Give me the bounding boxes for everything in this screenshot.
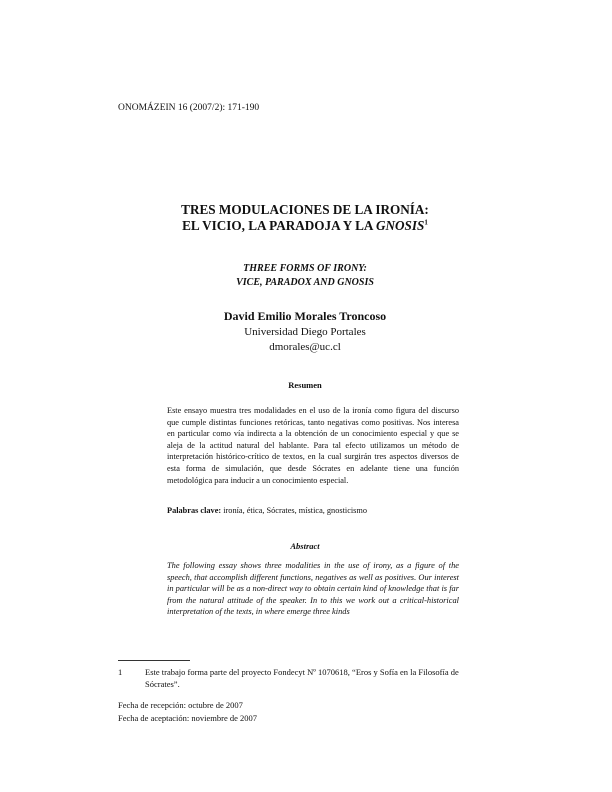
author-name: David Emilio Morales Troncoso: [223, 309, 387, 323]
title-gnosis: GNOSIS: [375, 218, 425, 233]
footnote-text: Este trabajo forma parte del proyecto Fondecyt Nº 1070618, “Eros y Sofía en la Filosofía de Sócrates”.: [145, 667, 459, 689]
english-title: [118, 262, 492, 290]
author-block: [118, 325, 492, 355]
title-footnote-ref[interactable]: 1: [424, 218, 428, 227]
date-accepted: Fecha de aceptación: noviembre de 2007: [118, 712, 258, 723]
abstract-heading: Abstract: [290, 541, 320, 551]
title-line-2: [118, 218, 492, 234]
abstract-text: The following essay shows three modalities in the use of irony, as a figure of the speech, that accomplish different functions, negatives as well as positives. Our interest in particular will be as a non-direct way to obtain certain kind of knowledge that is far from the natural attitude of the speaker. In to this we work out a critical-historical interpretation of the texts, in where emerge three kinds: [167, 561, 459, 617]
author-email[interactable]: dmorales@uc.cl: [269, 341, 341, 353]
footnote-divider: [118, 660, 190, 661]
author-affiliation: Universidad Diego Portales: [244, 326, 366, 338]
footnote-mark: 1: [118, 667, 123, 677]
keywords: [167, 505, 459, 517]
journal-reference: ONOMÁZEIN 16 (2007/2): 171-190: [118, 103, 260, 113]
article-title: [118, 202, 492, 234]
resumen-text: Este ensayo muestra tres modalidades en el uso de la ironía como figura del discurso que cumple distintas funciones retóricas, tanto negativas como positivas. Nos interesa en particular como vía indirecta a la obtención de un conocimiento especial y que se aleja de la actitud natural del hablante. Para tal efecto utilizamos un método de interpretación histórico-crítico de textos, en la cual surgirán tres aspectos diversos de esta forma de simulación, que desde Sócrates en adelante tiene una función metodológica para inducir a un conocimiento especial.: [167, 406, 459, 485]
title-line-1: TRES MODULACIONES DE LA IRONÍA:: [181, 202, 429, 217]
keywords-label: Palabras clave:: [167, 506, 222, 515]
english-title-line-1: THREE FORMS OF IRONY:: [243, 263, 367, 274]
keywords-text: ironía, ética, Sócrates, mística, gnosticismo: [221, 506, 368, 515]
resumen-heading: Resumen: [288, 380, 322, 390]
title-line-2-text: EL VICIO, LA PARADOJA Y LA: [182, 218, 376, 233]
english-title-line-2: VICE, PARADOX AND GNOSIS: [236, 277, 374, 288]
date-received: Fecha de recepción: octubre de 2007: [118, 700, 243, 710]
dates-block: [118, 699, 257, 724]
